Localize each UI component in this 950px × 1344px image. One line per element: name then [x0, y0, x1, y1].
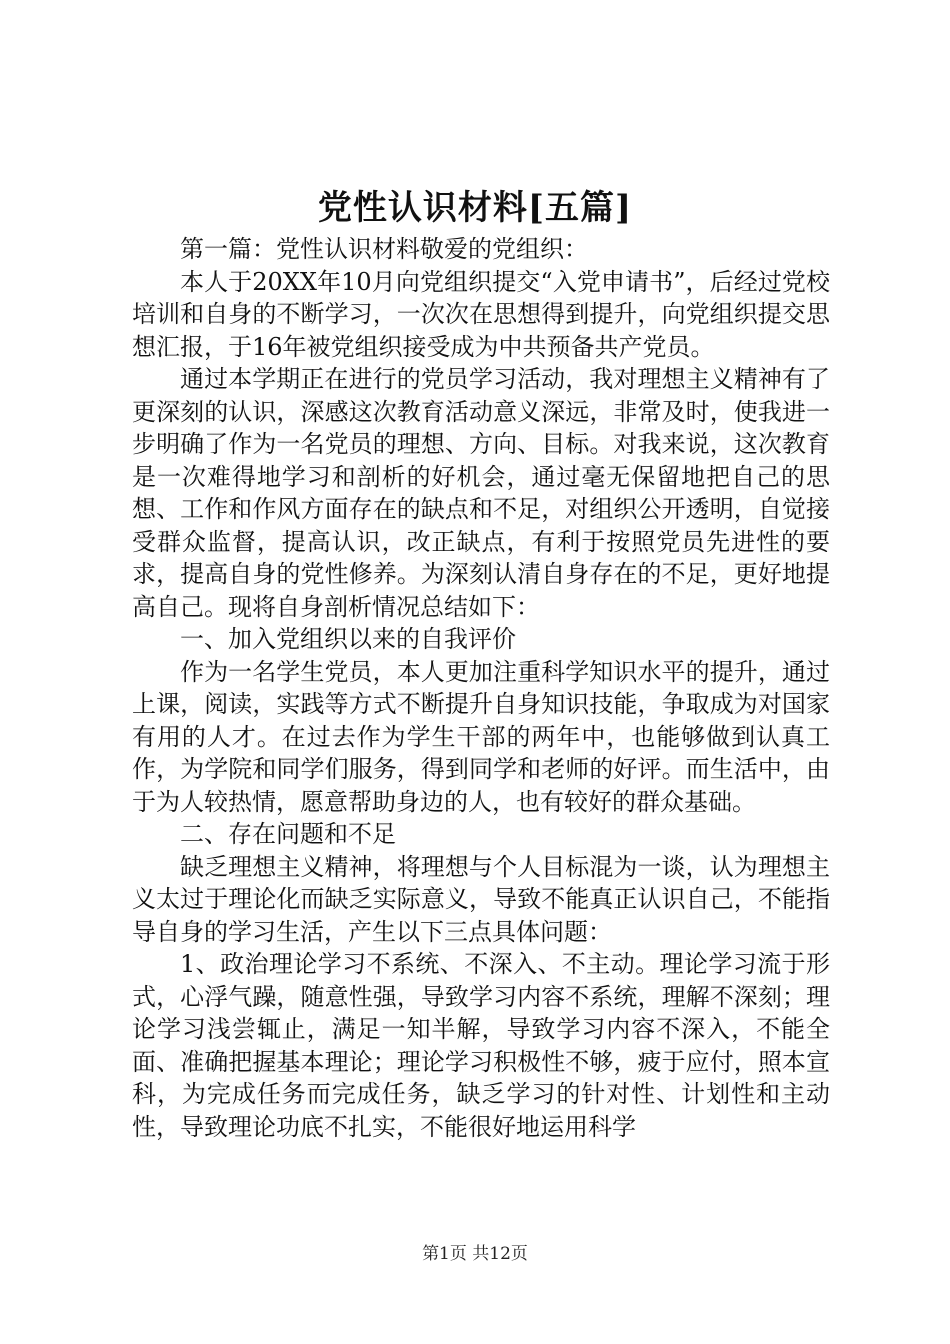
page-footer: 第1页 共12页: [422, 1244, 528, 1264]
paragraph: 本人于20XX年10月向党组织提交“入党申请书”，后经过党校培训和自身的不断学习，一次次在思想得到提升，向党组织提交思想汇报，于16年被党组织接受成为中共预备共产党员。: [132, 267, 830, 361]
section-heading: 一、加入党组织以来的自我评价: [180, 625, 516, 653]
paragraph-intro: 第一篇：党性认识材料敬爱的党组织：: [180, 235, 588, 263]
paragraph: 缺乏理想主义精神，将理想与个人目标混为一谈，认为理想主义太过于理论化而缺乏实际意义，导致不能真正认识自己，不能指导自身的学习生活，产生以下三点具体问题：: [132, 852, 830, 946]
paragraph: 作为一名学生党员，本人更加注重科学知识水平的提升，通过上课，阅读，实践等方式不断提升自身知识技能，争取成为对国家有用的人才。在过去作为学生干部的两年中，也能够做到认真工作，为学院和同学们服务，得到同学和老师的好评。而生活中，由于为人较热情，愿意帮助身边的人，也有较好的群众基础。: [132, 657, 830, 816]
document-body: [132, 233, 830, 1143]
paragraph: 1、政治理论学习不系统、不深入、不主动。理论学习流于形式，心浮气躁，随意性强，导致学习内容不系统，理解不深刻；理论学习浅尝辄止，满足一知半解，导致学习内容不深入，不能全面、准确把握基本理论；理论学习积极性不够，疲于应付，照本宣科，为完成任务而完成任务，缺乏学习的针对性、计划性和主动性，导致理论功底不扎实，不能很好地运用科学: [132, 950, 830, 1141]
section-heading: 二、存在问题和不足: [180, 820, 396, 848]
paragraph: 通过本学期正在进行的党员学习活动，我对理想主义精神有了更深刻的认识，深感这次教育活动意义深远，非常及时，使我进一步明确了作为一名党员的理想、方向、目标。对我来说，这次教育是一次难得地学习和剖析的好机会，通过毫无保留地把自己的思想、工作和作风方面存在的缺点和不足，对组织公开透明，自觉接受群众监督，提高认识，改正缺点，有利于按照党员先进性的要求，提高自身的党性修养。为深刻认清自身存在的不足，更好地提高自己。现将自身剖析情况总结如下：: [132, 365, 830, 621]
document-title: 党性认识材料[五篇]: [317, 188, 633, 228]
